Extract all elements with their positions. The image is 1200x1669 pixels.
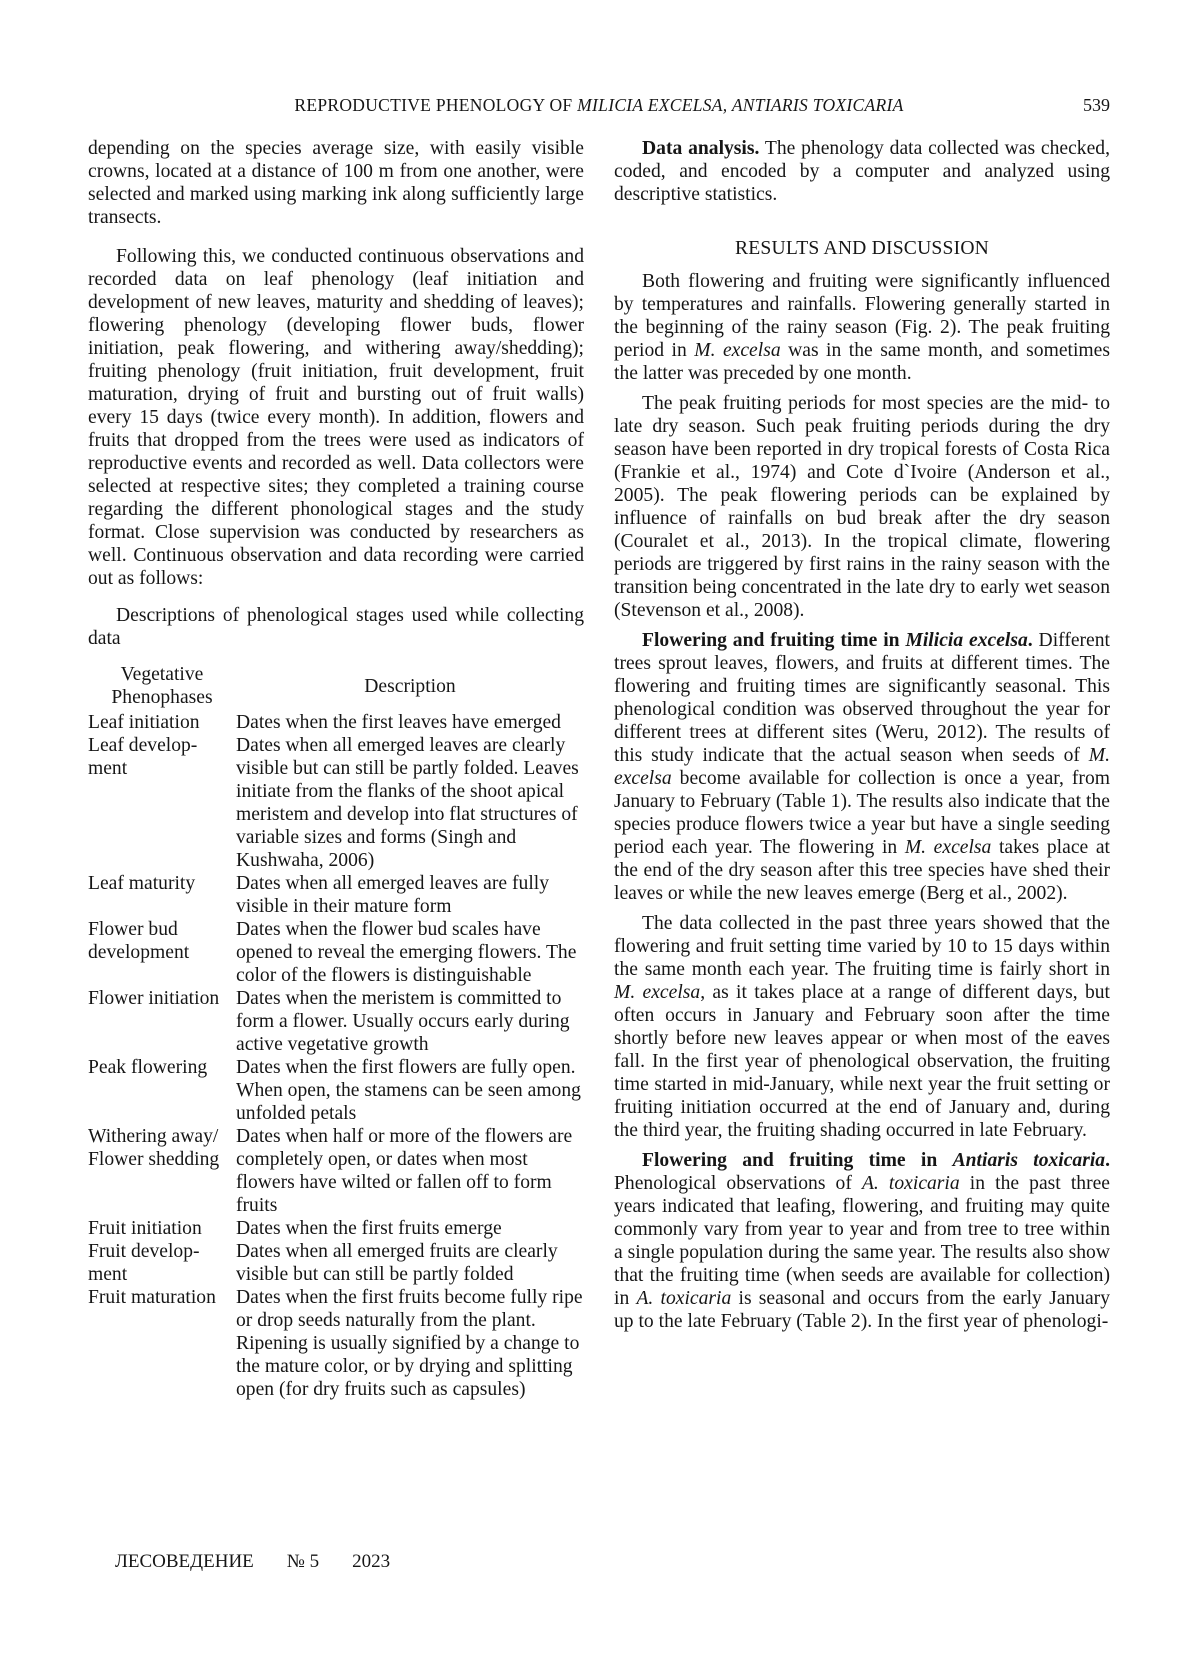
table-header-description: Description xyxy=(364,675,456,697)
phenophase-term: Flower bud development xyxy=(88,919,190,963)
paragraph-data-analysis: Data analysis. The phenology data collected was checked, coded, and encoded by a computer and analyzed using descriptive statistics. xyxy=(614,138,1110,205)
phenophase-term: Leaf develop-ment xyxy=(88,735,198,779)
issue-number: № 5 xyxy=(286,1551,320,1572)
phenophase-description: Dates when the flower bud scales have opened to reveal the emerging flowers. The color of the flowers is distinguishable xyxy=(236,919,577,986)
paragraph-continuation: depending on the species average size, with easily visible crowns, located at a distance of 100 m from one another, were selected and marked using marking ink along sufficiently large transects. xyxy=(88,138,584,228)
phenophase-term: Leaf initiation xyxy=(88,712,200,733)
paragraph-flowering-fruiting: Both flowering and fruiting were significantly influenced by temperatures and rainfalls. Flowering generally started in the beginning of the rainy season (Fig. 2). The peak fruiting period in M. excelsa was in the same month, and sometimes the latter was preceded by one month. xyxy=(614,271,1110,384)
paragraph-peak-fruiting: The peak fruiting periods for most species are the mid- to late dry season. Such peak fruiting periods during the dry season have been reported in dry tropical forests of Costa Rica (Frankie et al., 1974) and Cote d`Ivoire (Anderson et al., 2005). The peak flowering periods can be explained by influence of rainfalls on bud break after the dry season (Couralet et al., 2013). In the tropical climate, flowering periods are triggered by first rains in the rainy season with the transition being concentrated in the late dry to early wet season (Stevenson et al., 2008). xyxy=(614,393,1110,621)
phenophase-table xyxy=(88,663,584,1401)
table-row xyxy=(88,987,584,1056)
phenophase-term: Fruit initiation xyxy=(88,1218,202,1239)
phenophase-description: Dates when the meristem is committed to form a flower. Usually occurs early during active vegetative growth xyxy=(236,988,570,1055)
phenophase-description: Dates when the first leaves have emerged xyxy=(236,712,561,733)
table-row xyxy=(88,918,584,987)
phenophase-description: Dates when the first fruits emerge xyxy=(236,1218,502,1239)
paragraph-milicia: Flowering and fruiting time in Milicia excelsa. Different trees sprout leaves, flowers, and fruits at different times. The flowering and fruiting times are significantly seasonal. This phenological condition was observed throughout the year for different trees at different sites (Weru, 2012). The results of this study indicate that the actual season when seeds of M. excelsa become available for collection is once a year, from January to February (Table 1). The results also indicate that the species produce flowers twice a year but have a single seeding period each year. The flowering in M. excelsa takes place at the end of the dry season after this tree species have shed their leaves or while the new leaves emerge (Berg et al., 2002). xyxy=(614,630,1110,904)
phenophase-description: Dates when half or more of the flowers are completely open, or dates when most flowers have wilted or fallen off to form fruits xyxy=(236,1126,573,1216)
journal-footer xyxy=(115,1550,390,1573)
page-number: 539 xyxy=(1083,95,1110,115)
phenophase-term: Fruit develop-ment xyxy=(88,1241,200,1285)
running-head-title: REPRODUCTIVE PHENOLOGY OF MILICIA EXCELSA, ANTIARIS TOXICARIA xyxy=(294,95,904,115)
phenophase-term: Leaf maturity xyxy=(88,873,196,894)
paragraph-antiaris: Flowering and fruiting time in Antiaris toxicaria. Phenological observations of A. toxicaria in the past three years indicated that leafing, flowering, and fruiting may quite commonly vary from year to year and from tree to tree within a single population during the same year. The results also show that the fruiting time (when seeds are available for collection) in A. toxicaria is seasonal and occurs from the early January up to the late February (Table 2). In the first year of phenologi- xyxy=(614,1150,1111,1332)
table-row xyxy=(88,1286,584,1401)
table-row xyxy=(88,1125,584,1217)
paragraph-methods: Following this, we conducted continuous observations and recorded data on leaf phenology (leaf initiation and development of new leaves, maturity and shedding of leaves); flowering phenology (developing flower buds, flower initiation, peak flowering, and withering away/shedding); fruiting phenology (fruit initiation, fruit development, fruit maturation, drying of fruit and bursting out of fruit walls) every 15 days (twice every month). In addition, flowers and fruits that dropped from the trees were used as indicators of reproductive events and recorded as well. Data collectors were selected at respective sites; they completed a training course regarding the different phonological stages and the study format. Close supervision was conducted by researchers as well. Continuous observation and data recording were carried out as follows: xyxy=(88,246,584,589)
phenophase-description: Dates when all emerged leaves are fully visible in their mature form xyxy=(236,873,550,917)
table-row xyxy=(88,711,584,734)
right-column xyxy=(614,137,1110,1401)
table-header-row xyxy=(88,663,584,709)
table-row xyxy=(88,1240,584,1286)
paragraph-descriptions-intro: Descriptions of phenological stages used while collecting data xyxy=(88,605,584,649)
phenophase-description: Dates when all emerged leaves are clearly visible but can still be partly folded. Leaves initiate from the flanks of the shoot apical meristem and develop into flat structures of variable sizes and forms (Singh and Kushwaha, 2006) xyxy=(236,735,579,871)
phenophase-description: Dates when the first fruits become fully ripe or drop seeds naturally from the plant. Ripening is usually signified by a change to the mature color, or by drying and splitting open (for dry fruits such as capsules) xyxy=(236,1287,583,1400)
two-column-body xyxy=(88,137,1110,1401)
paragraph-data-collected: The data collected in the past three years showed that the flowering and fruit setting time varied by 10 to 15 days within the same month each year. The fruiting time is fairly short in M. excelsa, as it takes place at a range of different days, but often occurs in January and February soon after the time shortly before new leaves appear or when most of the eaves fall. In the first year of phenological observation, the fruiting time started in mid-January, while next year the fruit setting or fruiting initiation occurred at the end of January and, during the third year, the fruiting shading occurred in late February. xyxy=(614,913,1110,1141)
phenophase-term: Flower initiation xyxy=(88,988,220,1009)
phenophase-description: Dates when the first flowers are fully open. When open, the stamens can be seen among unfolded petals xyxy=(236,1057,581,1124)
publication-year: 2023 xyxy=(352,1551,391,1572)
phenophase-term: Withering away/ Flower shedding xyxy=(88,1126,220,1170)
table-row xyxy=(88,1056,584,1125)
running-head xyxy=(88,94,1110,117)
phenophase-term: Peak flowering xyxy=(88,1057,208,1078)
table-row xyxy=(88,872,584,918)
section-heading-results: RESULTS AND DISCUSSION xyxy=(734,238,990,259)
table-row xyxy=(88,734,584,872)
phenophase-description: Dates when all emerged fruits are clearly visible but can still be partly folded xyxy=(236,1241,558,1285)
phenophase-term: Fruit maturation xyxy=(88,1287,216,1308)
left-column xyxy=(88,137,584,1401)
table-row xyxy=(88,1217,584,1240)
table-header-phenophases: Vegetative Phenophases xyxy=(111,664,213,708)
journal-name: ЛЕСОВЕДЕНИЕ xyxy=(115,1551,254,1572)
